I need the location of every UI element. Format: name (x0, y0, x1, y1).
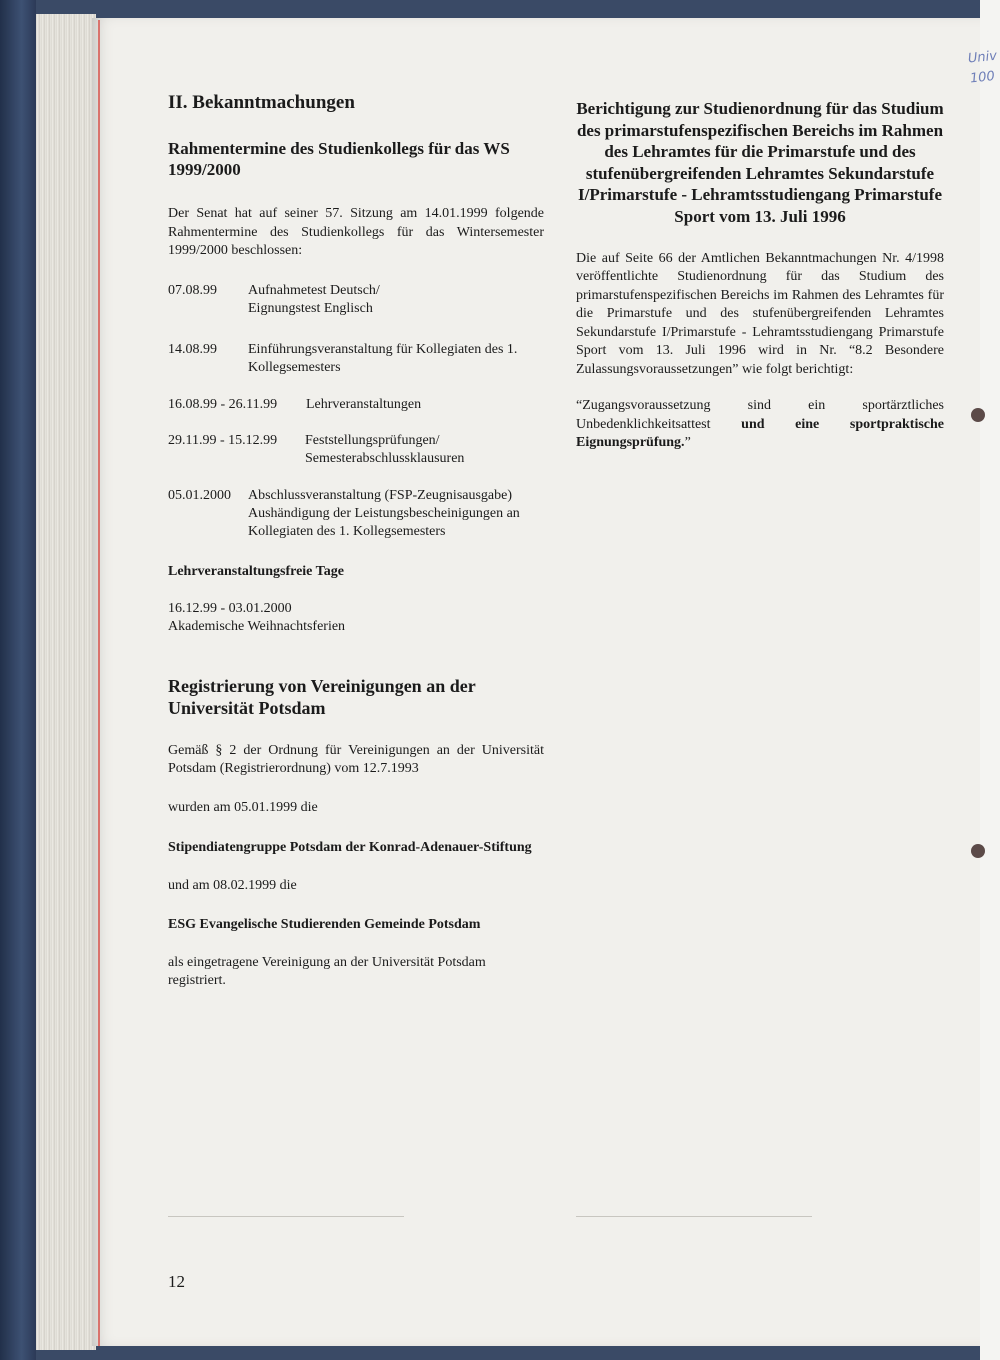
free-days-label: Akademische Weihnachtsferien (168, 619, 346, 634)
schedule-date: 05.01.2000 (168, 487, 231, 503)
schedule-row (168, 341, 544, 377)
correction-title: Berichtigung zur Studienordnung für das Studium des primarstufenspezifischen Bereichs im Rahmen des Lehramtes für die Primarstufe und des stufenübergreifenden Lehramtes Sekundarstufe I/Primarstufe - Lehramtsstudiengang Primarstufe Sport vom 13. Juli 1996 (576, 99, 944, 226)
registration-intro: Gemäß § 2 der Ordnung für Vereinigungen an der Universität Potsdam (Registrierordnung) vom 12.7.1993 (168, 742, 544, 776)
binder-hole-lower (971, 844, 985, 858)
page-number: 12 (168, 1272, 185, 1291)
free-days-dates: 16.12.99 - 03.01.2000 (168, 600, 292, 616)
schedule-date: 14.08.99 (168, 341, 217, 357)
quote-close: ” (684, 435, 691, 451)
schedule-date: 16.08.99 - 26.11.99 (168, 396, 278, 412)
right-column (576, 98, 944, 453)
schedule-row (168, 487, 544, 541)
left-column (168, 92, 544, 991)
schedule-text: Lehrveranstaltungen (306, 396, 422, 412)
margin-note-line-2: 100 (969, 68, 996, 87)
schedule-text: Abschlussveranstaltung (FSP-Zeugnisausgabe) Aushändigung der Leistungsbescheinigungen an Kollegiaten des 1. Kollegsemesters (248, 487, 520, 539)
footnote-rule-left (168, 1216, 404, 1217)
quote-part-a: “Zugangsvoraussetzung sind ein sportärztliches Unbedenklichkeitsattest (576, 398, 944, 432)
schedule-row (168, 282, 544, 318)
registration-title: Registrierung von Vereinigungen an der Universität Potsdam (168, 675, 476, 718)
schedule-text: Einführungsveranstaltung für Kollegiaten des 1. Kollegsemesters (248, 341, 518, 375)
binder-hole-upper (971, 408, 985, 422)
correction-body: Die auf Seite 66 der Amtlichen Bekanntmachungen Nr. 4/1998 veröffentlichte Studienordnung für das Studium des primarstufenspezifischen Bereichs im Rahmen des Lehramtes für die Primarstufe und des stufenübergreifenden Lehramtes Sekundarstufe I/Primarstufe - Lehramtsstudiengang Primarstufe Sport vom 13. Juli 1996 wird in Nr. “8.2 Besondere Zulassungsvoraussetzungen” wie folgt berichtigt: (576, 250, 944, 377)
registered-org-1: Stipendiatengruppe Potsdam der Konrad-Adenauer-Stiftung (168, 840, 532, 855)
rahmentermine-title: Rahmentermine des Studienkollegs für das WS 1999/2000 (168, 139, 510, 179)
page-stack-edge (36, 14, 96, 1350)
handwritten-margin-note (967, 47, 1000, 90)
book-binding (0, 0, 36, 1360)
schedule-row (168, 396, 544, 414)
registration-date-2: und am 08.02.1999 die (168, 878, 297, 893)
schedule-date: 07.08.99 (168, 282, 217, 298)
margin-note-line-1: Univ (967, 48, 998, 67)
background-strip (980, 0, 1000, 1360)
correction-quote (576, 397, 944, 453)
registration-closing: als eingetragene Vereinigung an der Universität Potsdam registriert. (168, 954, 486, 988)
schedule-date: 29.11.99 - 15.12.99 (168, 432, 278, 448)
free-days-title: Lehrveranstaltungsfreie Tage (168, 563, 344, 579)
registered-org-2: ESG Evangelische Studierenden Gemeinde Potsdam (168, 916, 481, 932)
margin-rule (98, 20, 100, 1346)
registration-date-1: wurden am 05.01.1999 die (168, 799, 318, 815)
rahmentermine-intro: Der Senat hat auf seiner 57. Sitzung am 14.01.1999 folgende Rahmentermine des Studienkollegs für das Wintersemester 1999/2000 beschlossen: (168, 206, 544, 258)
quote-part-b-bold: und eine sportpraktische Eignungsprüfung. (576, 416, 945, 451)
schedule-text: Aufnahmetest Deutsch/ Eignungstest Englisch (248, 282, 380, 316)
footnote-rule-right (576, 1216, 812, 1217)
schedule-row (168, 432, 544, 468)
schedule-text: Feststellungsprüfungen/ Semesterabschlussklausuren (305, 432, 465, 466)
section-heading: II. Bekanntmachungen (168, 92, 355, 113)
